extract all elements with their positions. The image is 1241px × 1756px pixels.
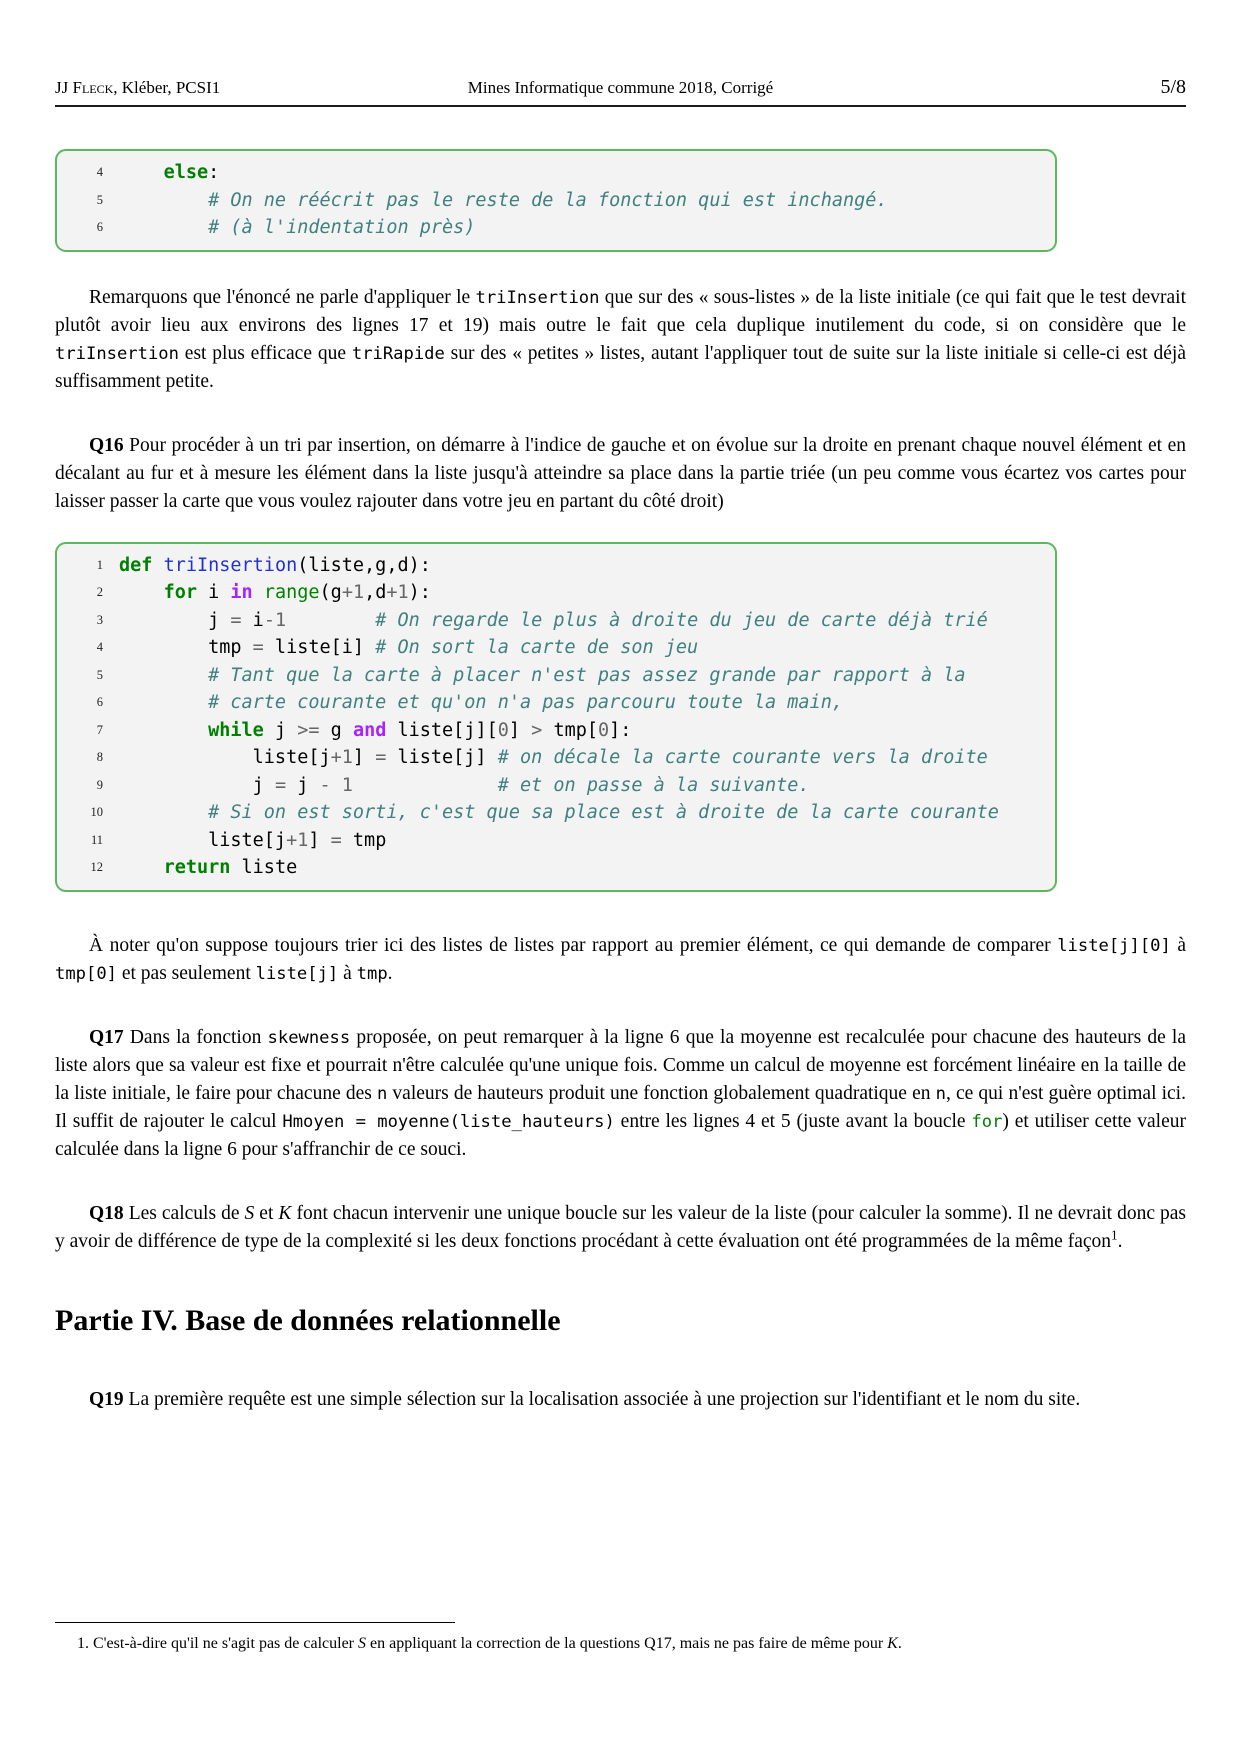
- line-number: 6: [96, 695, 103, 709]
- code-text: for i in range(g+1,d+1):: [163, 582, 431, 603]
- inline-code: triInsertion: [475, 287, 600, 308]
- text-segment: que sur des « sous-listes » de la liste initiale (ce qui fait que le test devrait plutôt avoir lieu aux environs des lignes 17 et 19) mais outre le fait que cela duplique inutilement du code, si on considère que le: [55, 286, 1186, 336]
- inline-code: for: [971, 1111, 1003, 1132]
- text-segment: et: [254, 1202, 279, 1224]
- text-segment: Pour procéder à un tri par insertion, on démarre à l'indice de gauche et on évolue sur la droite en prenant chaque nouvel élément et en décalant au fur et à mesure les élément dans la liste jusqu'à atteindre sa place dans la partie triée (un peu comme vous écartez vos cartes pour laisser passer la carte que vous voulez rajouter dans votre jeu en partant du côté droit): [55, 434, 1186, 512]
- code-text: liste[j+1] = tmp: [119, 829, 387, 851]
- line-number: 4: [96, 165, 103, 179]
- text-segment: sur des « petites » listes, autant l'appliquer tout de suite sur la liste initiale si celle-ci est déjà suffisamment petite.: [55, 342, 1186, 392]
- code-line: [67, 552, 1041, 580]
- text-segment: , ce qui n'est guère optimal ici. Il suffit de rajouter le calcul: [55, 1082, 1186, 1132]
- page-header: [55, 0, 1186, 99]
- paragraph-q19: [55, 1386, 1186, 1414]
- code-line: [67, 579, 1041, 607]
- text-segment: Dans la fonction: [123, 1026, 268, 1048]
- inline-code: skewness: [267, 1027, 351, 1048]
- line-number: 9: [96, 777, 103, 792]
- code-text: j = j - 1 # et on passe à la suivante.: [119, 774, 810, 796]
- inline-code: tmp[0]: [55, 963, 117, 984]
- code-line: [67, 634, 1041, 662]
- text-segment: K: [887, 1635, 898, 1652]
- code-line: [67, 717, 1041, 745]
- text-segment: valeurs de hauteurs produit une fonction globalement quadratique en: [387, 1082, 936, 1104]
- text-segment: Q16: [89, 434, 124, 456]
- code-line: [67, 607, 1041, 635]
- line-number: 3: [96, 612, 103, 627]
- line-number: 12: [90, 860, 103, 874]
- line-number: 2: [96, 585, 103, 599]
- line-number: 4: [96, 640, 103, 654]
- header-page-number: 5/8: [1160, 76, 1186, 98]
- inline-code: triRapide: [351, 343, 445, 364]
- text-segment: Q17: [89, 1026, 124, 1048]
- text-segment: est plus efficace que: [178, 342, 352, 364]
- code-text: tmp = liste[i] # On sort la carte de son jeu: [119, 637, 699, 658]
- code-line: [67, 744, 1041, 772]
- code-text: # Tant que la carte à placer n'est pas assez grande par rapport à la: [208, 664, 966, 686]
- text-segment: K: [278, 1202, 292, 1224]
- code-text: # Si on est sorti, c'est que sa place est à droite de la carte courante: [208, 802, 999, 823]
- text-segment: 1. C'est-à-dire qu'il ne s'agit pas de calculer: [77, 1635, 358, 1652]
- code-text: else:: [163, 162, 220, 183]
- code-block-tri-insertion: [55, 542, 1057, 892]
- paragraph-remarquons: [55, 284, 1186, 396]
- code-line: [67, 772, 1041, 800]
- text-segment: La première requête est une simple sélection sur la localisation associée à une projection sur l'identifiant et le nom du site.: [123, 1388, 1081, 1410]
- line-number: 5: [96, 192, 103, 207]
- footnote-area: [55, 1622, 1186, 1656]
- text-segment: Q19: [89, 1388, 124, 1410]
- code-line: [67, 799, 1041, 827]
- inline-code: liste[j]: [255, 963, 339, 984]
- text-segment: .: [1117, 1230, 1123, 1252]
- code-line: [67, 827, 1041, 855]
- text-segment: et pas seulement: [116, 962, 256, 984]
- footnote-rule: [55, 1622, 455, 1623]
- inline-code: liste[j][0]: [1057, 935, 1171, 956]
- code-line: [67, 187, 1041, 215]
- code-text: # (à l'indentation près): [208, 217, 476, 238]
- line-number: 1: [96, 557, 103, 572]
- text-segment: en appliquant la correction de la questions Q17, mais ne pas faire de même pour: [366, 1635, 888, 1652]
- header-author: [55, 78, 220, 98]
- text-segment: Remarquons que l'énoncé ne parle d'appliquer le: [89, 286, 476, 308]
- code-text: # carte courante et qu'on n'a pas parcouru toute la main,: [208, 692, 843, 713]
- code-block-else-fragment: [55, 149, 1057, 252]
- code-text: j = i-1 # On regarde le plus à droite du jeu de carte déjà trié: [119, 609, 988, 631]
- code-text: # On ne réécrit pas le reste de la fonction qui est inchangé.: [208, 189, 888, 211]
- footnote-text: [55, 1631, 1186, 1656]
- code-line: [67, 214, 1041, 242]
- text-segment: Fleck: [72, 78, 114, 97]
- text-segment: ) et utiliser cette valeur calculée dans la ligne 6 pour s'affranchir de ce souci.: [55, 1110, 1186, 1160]
- text-segment: .: [897, 1635, 902, 1652]
- text-segment: entre les lignes 4 et 5 (juste avant la boucle: [614, 1110, 972, 1132]
- paragraph-q18: [55, 1200, 1186, 1256]
- header-title: Mines Informatique commune 2018, Corrigé: [467, 78, 774, 97]
- text-segment: font chacun intervenir une unique boucle sur les valeur de la liste (pour calculer la somme). Il ne devrait donc pas y avoir de différence de type de la complexité si les deux fonctions procédant à cette évaluation ont été programmées de la même façon: [55, 1202, 1186, 1252]
- code-text: return liste: [163, 857, 298, 878]
- line-number: 6: [96, 220, 103, 234]
- text-segment: Q18: [89, 1202, 124, 1224]
- text-segment: S: [244, 1202, 255, 1224]
- header-rule: [55, 105, 1186, 107]
- text-segment: à: [1170, 934, 1186, 956]
- code-text: def triInsertion(liste,g,d):: [119, 554, 431, 576]
- line-number: 7: [96, 722, 103, 737]
- code-line: [67, 662, 1041, 690]
- code-line: [67, 159, 1041, 187]
- text-segment: Les calculs de: [123, 1202, 245, 1224]
- text-segment: JJ: [55, 78, 73, 97]
- inline-code: n: [935, 1083, 946, 1104]
- text-segment: à: [338, 962, 357, 984]
- code-text: while j >= g and liste[j][0] > tmp[0]:: [208, 719, 632, 741]
- text-segment: .: [387, 962, 393, 984]
- line-number: 8: [96, 750, 103, 764]
- inline-code: Hmoyen = moyenne(liste_hauteurs): [282, 1111, 615, 1132]
- code-line: [67, 854, 1041, 882]
- text-segment: 1: [1111, 1227, 1118, 1242]
- inline-code: n: [376, 1083, 388, 1104]
- paragraph-q17: [55, 1024, 1186, 1164]
- text-segment: proposée, on peut remarquer à la ligne 6 que la moyenne est recalculée pour chacune des hauteurs de la liste alors que sa valeur est fixe et pourrait n'être calculée qu'une unique fois. Comme un calcul de moyenne est forcément linéaire en la taille de la liste initiale, le faire pour chacune des: [55, 1026, 1186, 1104]
- text-segment: S: [358, 1635, 366, 1652]
- line-number: 10: [90, 805, 103, 819]
- line-number: 5: [96, 667, 103, 682]
- code-text: liste[j+1] = liste[j] # on décale la carte courante vers la droite: [119, 747, 988, 768]
- paragraph-a-noter: [55, 932, 1186, 988]
- section-heading: Partie IV. Base de données relationnelle: [55, 1303, 561, 1337]
- code-line: [67, 689, 1041, 717]
- inline-code: triInsertion: [55, 343, 179, 364]
- text-segment: À noter qu'on suppose toujours trier ici des listes de listes par rapport au premier élément, ce qui demande de comparer: [89, 934, 1058, 956]
- line-number: 11: [90, 832, 103, 847]
- text-segment: , Kléber, PCSI1: [113, 78, 221, 97]
- inline-code: tmp: [356, 963, 388, 984]
- paragraph-q16: [55, 432, 1186, 516]
